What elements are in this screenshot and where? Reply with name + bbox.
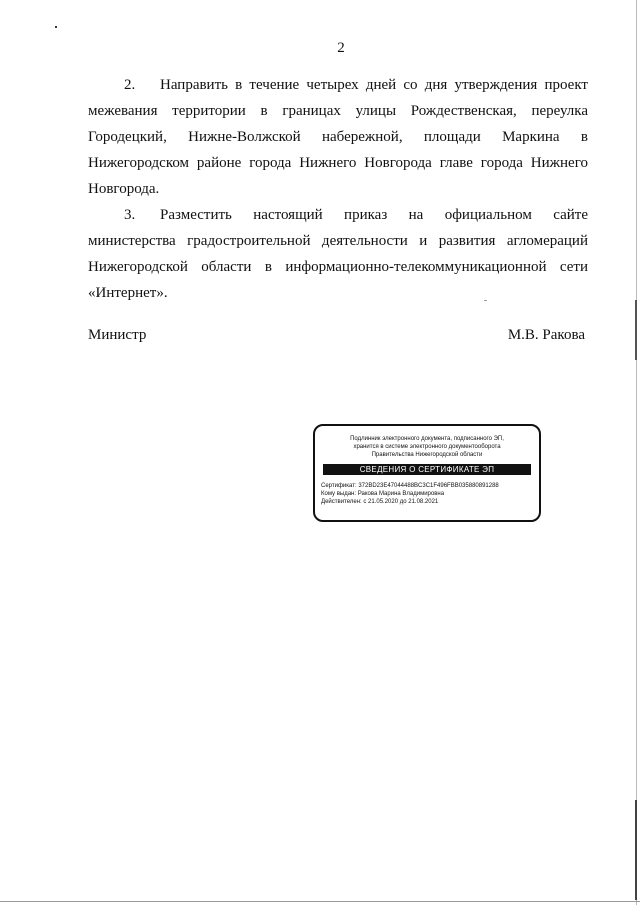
scan-speck [484,300,487,301]
signatory-name: М.В. Ракова [507,327,585,343]
paragraph-number: 2. [124,77,136,93]
paragraph-item-3 [88,202,588,306]
validity-label: Действителен: [321,499,362,505]
scan-edge-line [635,300,637,360]
paragraph-text: Направить в течение четырех дней со дня утверждения проект межевания территории в границах улицы Рождественская, переулка Городецкий, Нижне-Волжской набережной, площади Маркина в Нижегородском районе города Нижнего Новгорода главе города Нижнего Новгорода. [88,77,588,197]
electronic-signature-stamp [313,424,541,522]
paragraph-item-2 [88,72,588,202]
signatory-position: Министр [88,327,147,343]
owner-label: Кому выдан: [321,491,357,497]
stamp-header-line: хранится в системе электронного документооборота [353,444,501,450]
certificate-value: 372BD23E47044488BC3C1F496FBB035880891288 [358,483,499,489]
page-number: 2 [337,40,345,56]
stamp-owner-row [321,490,539,498]
stamp-certificate-row [321,482,539,490]
scan-edge-line [635,800,637,900]
paragraph-number: 3. [124,207,136,223]
certificate-label: Сертификат: [321,483,357,489]
stamp-title-bar: СВЕДЕНИЯ О СЕРТИФИКАТЕ ЭП [323,464,531,475]
stamp-header-line: Подлинник электронного документа, подписанного ЭП, [350,436,504,442]
owner-value: Ракова Марина Владимировна [357,491,445,497]
stamp-details [321,482,539,506]
validity-value: с 21.05.2020 до 21.08.2021 [363,499,439,505]
document-body [88,72,588,306]
scan-speck [55,26,57,28]
paragraph-text: Разместить настоящий приказ на официальном сайте министерства градостроительной деятельности и развития агломераций Нижегородской области в информационно-телекоммуникационной сети «Интернет». [88,207,588,301]
stamp-header-line: Правительства Нижегородской области [371,452,483,458]
stamp-header [315,435,539,459]
scan-edge-line [636,0,637,905]
stamp-validity-row [321,498,539,506]
scan-bottom-line [0,901,640,902]
signature-row [88,327,585,344]
